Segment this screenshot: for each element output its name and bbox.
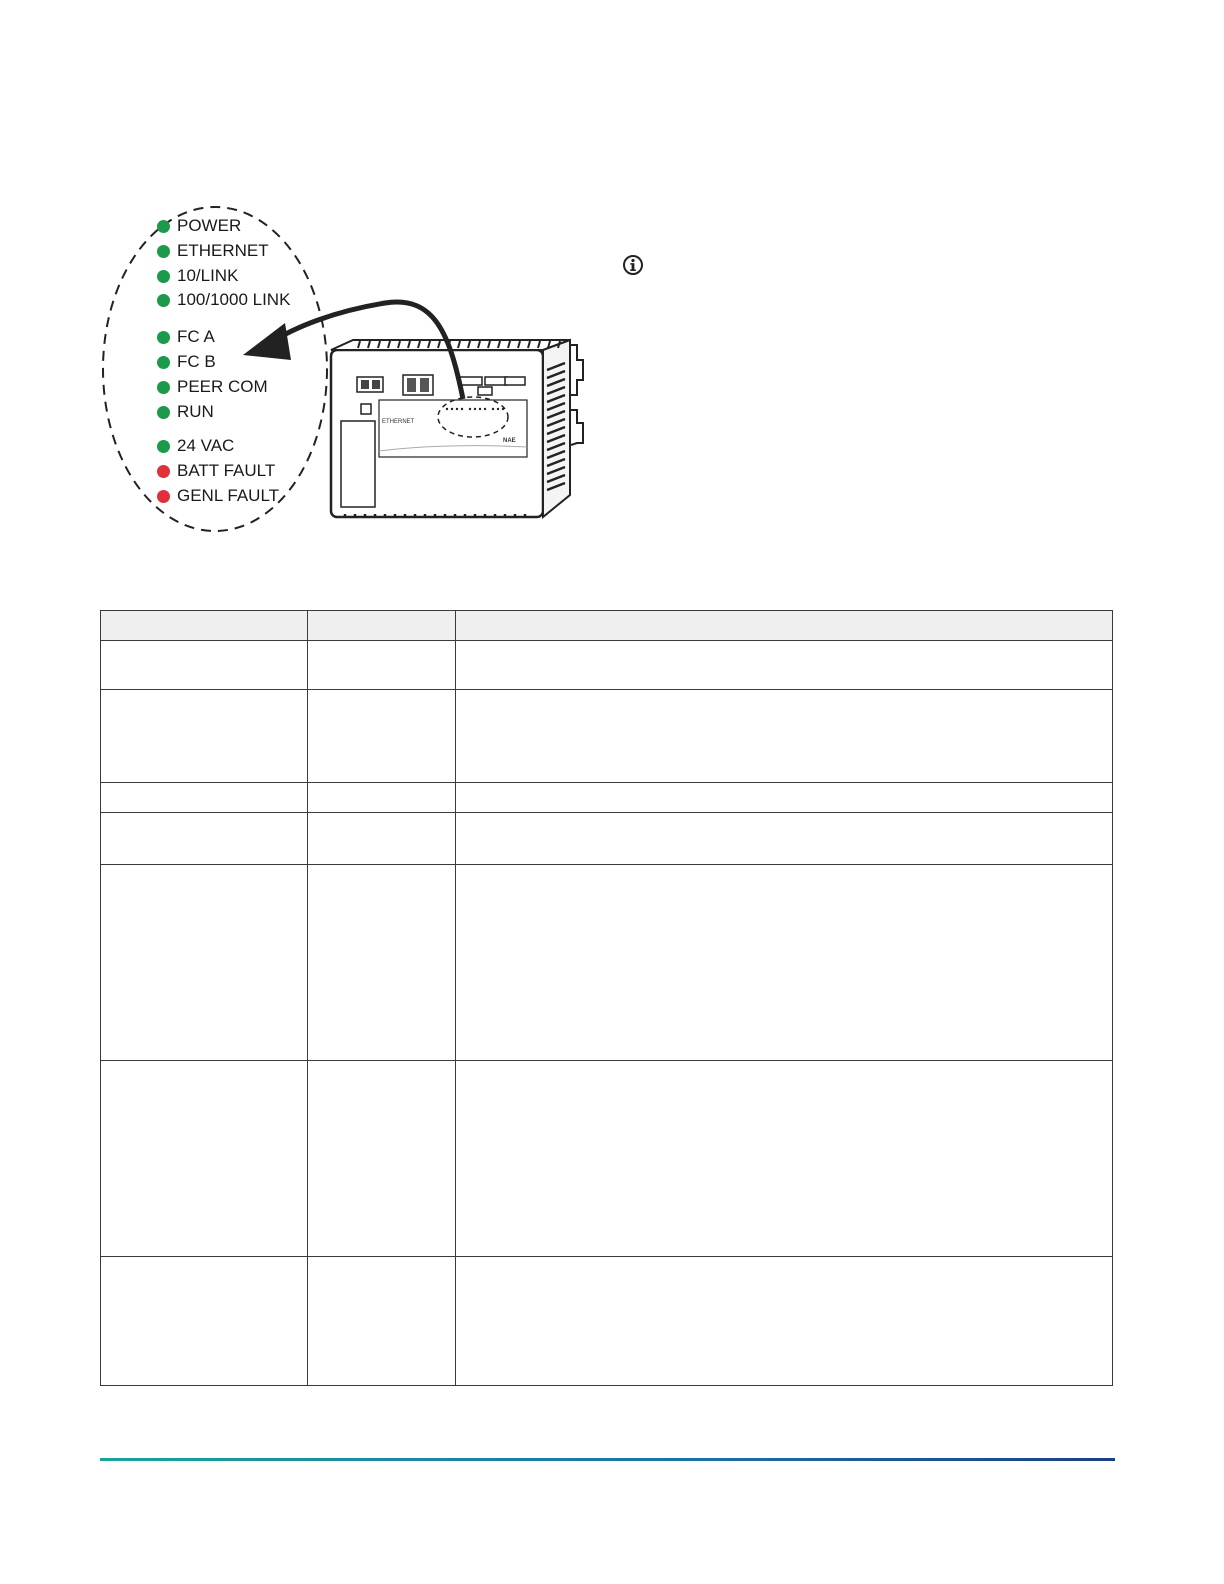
led-indicator: [157, 406, 170, 419]
led-status-table: [100, 610, 1113, 1386]
led-indicator: [157, 440, 170, 453]
led-indicator: [157, 245, 170, 258]
led-item-run: RUN: [157, 401, 214, 423]
footer-rule: [100, 1458, 1115, 1461]
led-indicator: [157, 331, 170, 344]
led-item-fc-a: FC A: [157, 326, 215, 348]
led-item-24-vac: 24 VAC: [157, 435, 234, 457]
table-row: [101, 865, 1113, 1061]
led-item-100-1000-link: 100/1000 LINK: [157, 289, 290, 311]
info-icon: [622, 254, 644, 276]
led-item-fc-b: FC B: [157, 351, 216, 373]
table-row: [101, 1061, 1113, 1257]
led-indicator: [157, 356, 170, 369]
led-item-power: POWER: [157, 215, 241, 237]
led-indicator: [157, 381, 170, 394]
led-diagram: [95, 195, 615, 545]
led-item-10-link: 10/LINK: [157, 265, 238, 287]
table-row: [101, 690, 1113, 783]
device-port-label: ETHERNET: [382, 419, 415, 425]
device-brand-label: NAE: [503, 438, 516, 444]
led-indicator: [157, 220, 170, 233]
led-indicator: [157, 465, 170, 478]
led-item-peer-com: PEER COM: [157, 376, 268, 398]
led-indicator: [157, 294, 170, 307]
table-header-cell: [456, 611, 1113, 641]
table-header-row: [101, 611, 1113, 641]
table-header-cell: [101, 611, 308, 641]
led-item-ethernet: ETHERNET: [157, 240, 269, 262]
led-indicator: [157, 490, 170, 503]
table-row: [101, 783, 1113, 813]
led-indicator: [157, 270, 170, 283]
table-row: [101, 813, 1113, 865]
led-item-genl-fault: GENL FAULT: [157, 485, 279, 507]
led-item-batt-fault: BATT FAULT: [157, 460, 275, 482]
table-header-cell: [308, 611, 456, 641]
table-row: [101, 641, 1113, 690]
arrow-head: [243, 323, 291, 360]
table-row: [101, 1257, 1113, 1386]
